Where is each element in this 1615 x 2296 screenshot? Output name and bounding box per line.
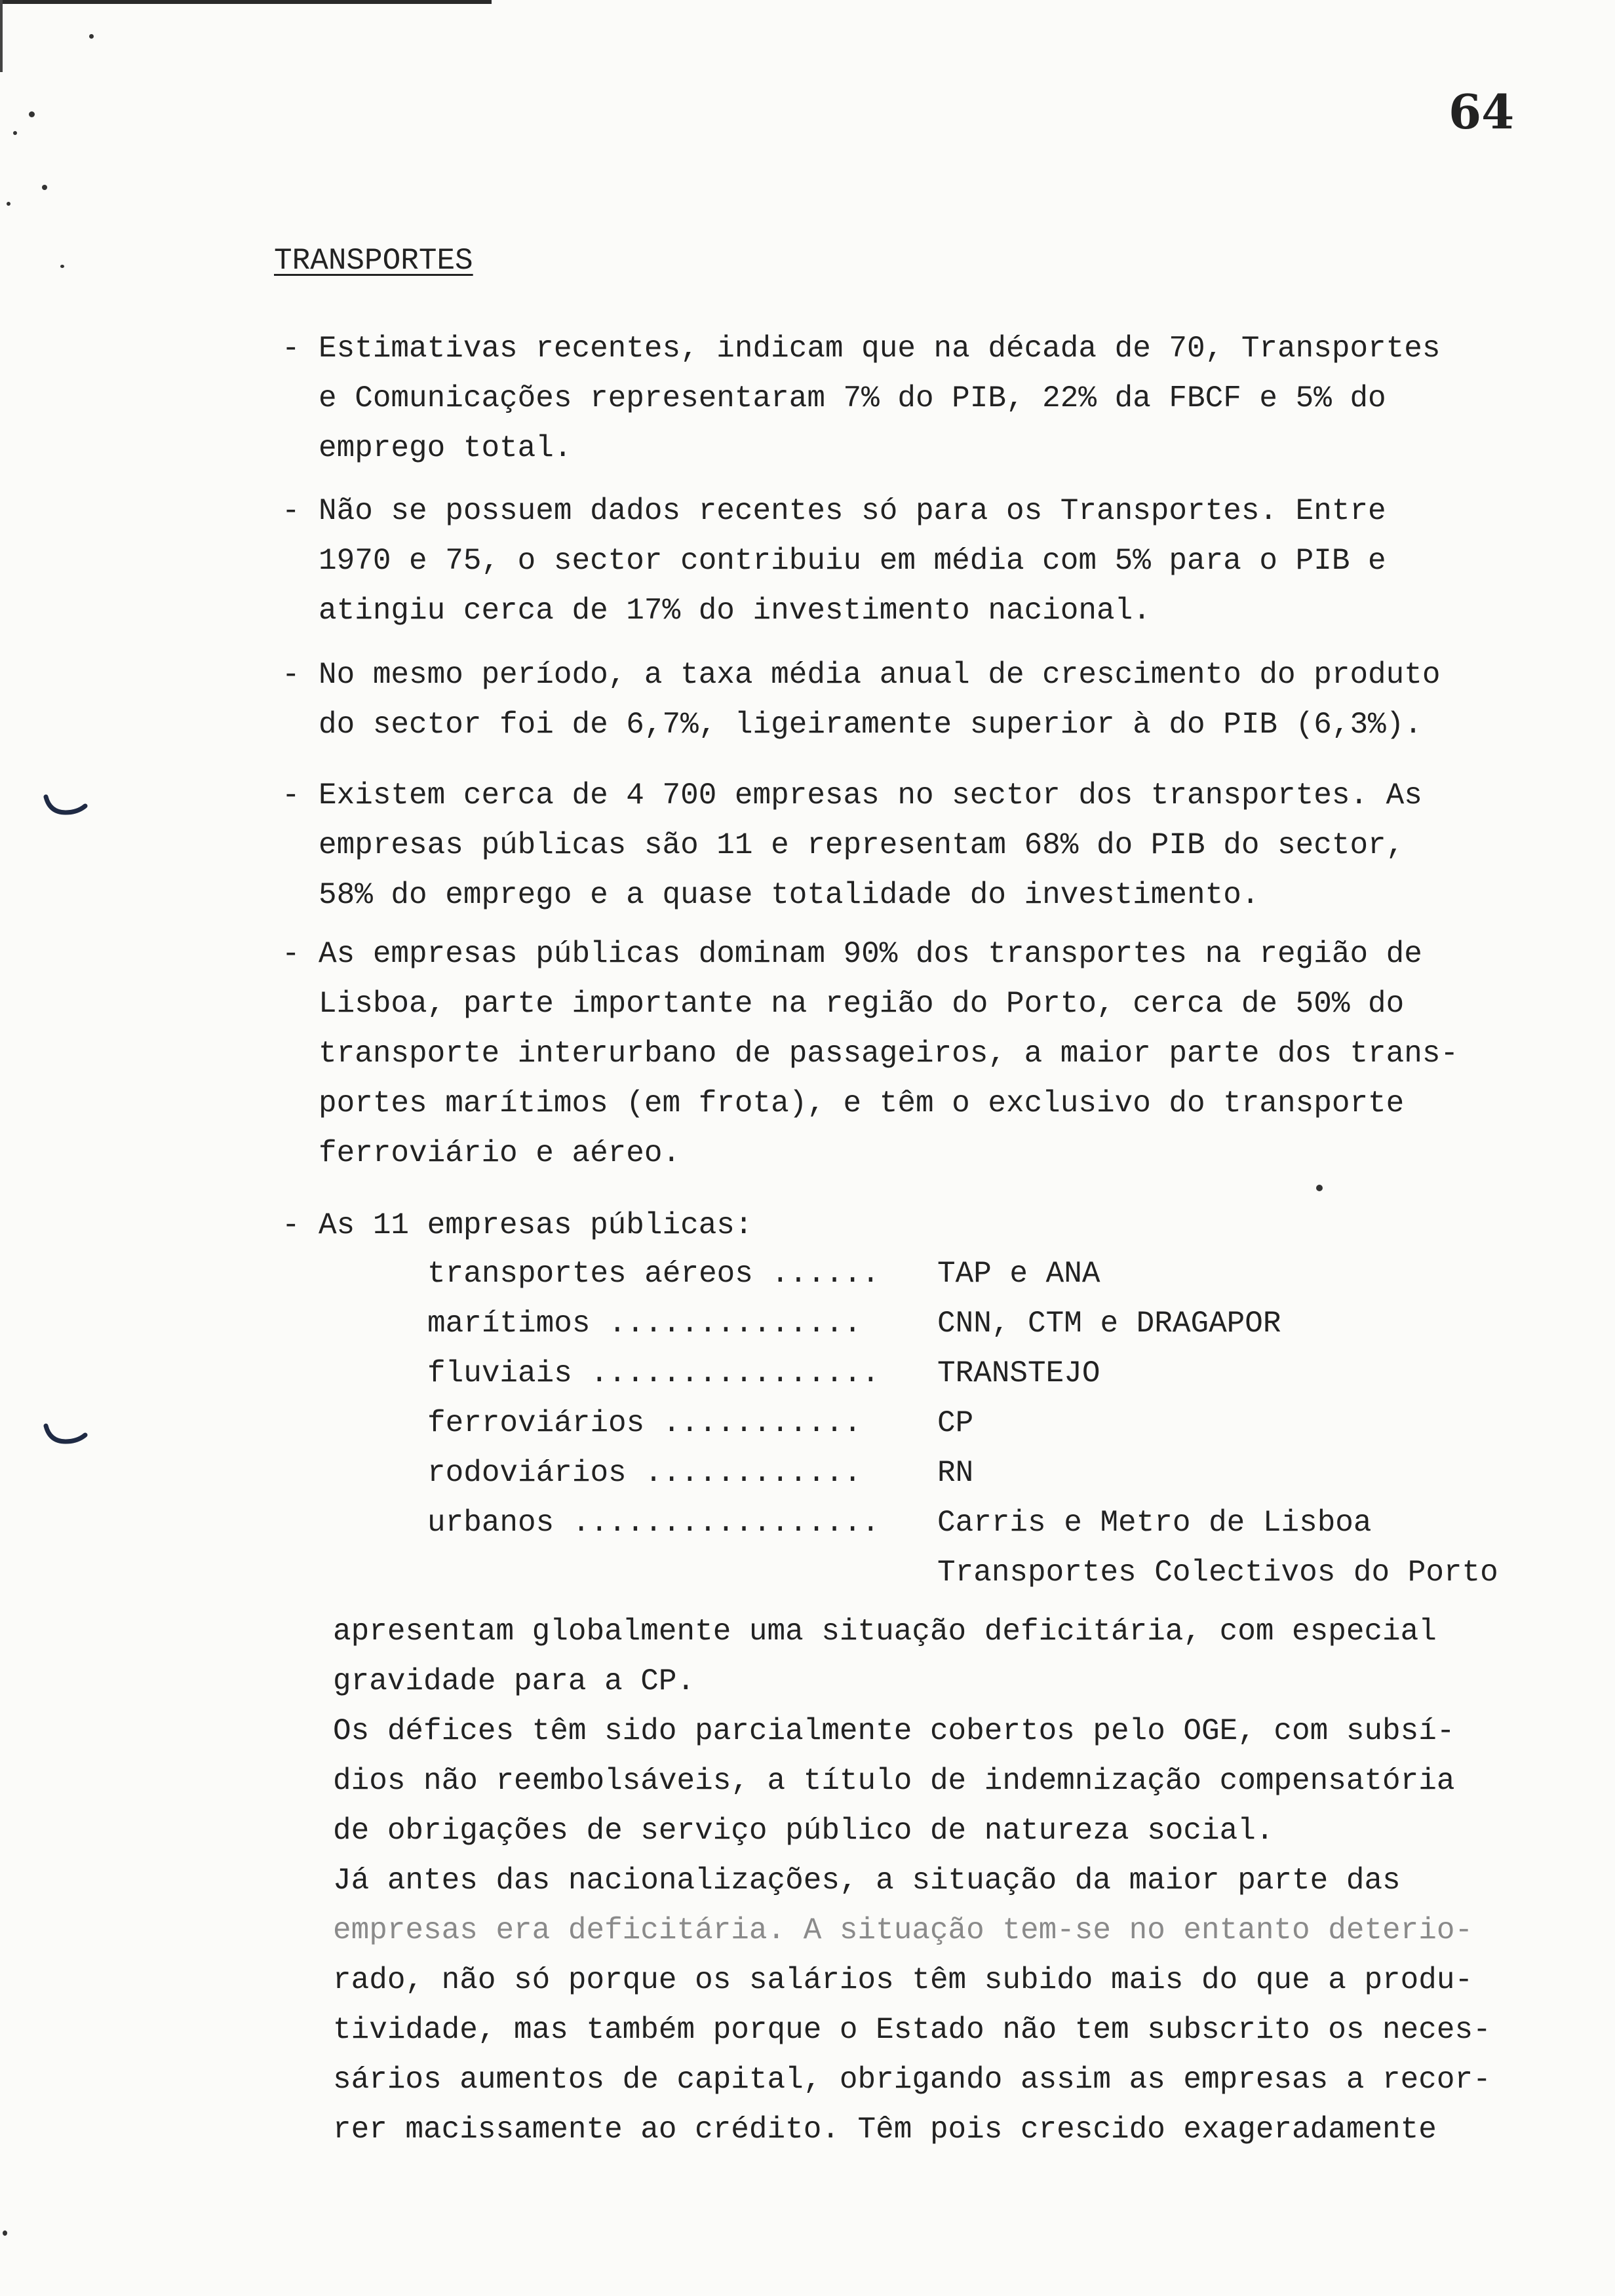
scan-speck [60,265,64,268]
company-names: TRANSTEJO [937,1356,1100,1390]
text-line: dios não reembolsáveis, a título de indemnização compensatória [333,1764,1455,1798]
text-line: empresas era deficitária. A situação tem-se no entanto deterio- [333,1913,1473,1947]
text-line: 58% do emprego e a quase totalidade do investimento. [319,878,1260,912]
body-paragraph [333,1607,1491,2154]
transport-type: marítimos .............. [427,1307,862,1341]
text-line: Os défices têm sido parcialmente cobertos pelo OGE, com subsí- [333,1714,1455,1748]
text-line: Existem cerca de 4 700 empresas no sector dos transportes. As [319,778,1422,813]
text-line: ferroviário e aéreo. [319,1136,681,1170]
bullet-item [282,486,1386,636]
company-row [427,1398,1498,1448]
bullet-item [282,929,1458,1178]
company-names: CP [937,1406,974,1440]
text-line: transporte interurbano de passageiros, a maior parte dos trans- [319,1037,1459,1071]
left-border-line [0,0,3,72]
bullet-dash: - [282,778,300,813]
company-row [427,1299,1498,1349]
text-line: Não se possuem dados recentes só para os Transportes. Entre [319,494,1386,528]
text-line: rer macissamente ao crédito. Têm pois crescido exageradamente [333,2113,1437,2147]
company-names: Carris e Metro de Lisboa [937,1506,1372,1540]
company-row [427,1498,1498,1548]
text-line: sários aumentos de capital, obrigando assim as empresas a recor- [333,2063,1491,2097]
text-line: tividade, mas também porque o Estado não tem subscrito os neces- [333,2013,1491,2047]
bullet-dash: - [282,494,300,528]
punch-hole-mark [43,793,89,819]
bullet-item [282,650,1440,750]
bullet-dash: - [282,332,300,366]
scan-speck [13,131,17,135]
transport-type: urbanos ................. [427,1506,880,1540]
text-line: do sector foi de 6,7%, ligeiramente superior à do PIB (6,3%). [319,708,1422,742]
text-line: Lisboa, parte importante na região do Porto, cerca de 50% do [319,987,1405,1021]
text-line: portes marítimos (em frota), e têm o exclusivo do transporte [319,1086,1405,1120]
transport-type: ferroviários ........... [427,1406,862,1440]
page-number: 64 [1449,84,1515,140]
company-names: Transportes Colectivos do Porto [937,1556,1498,1590]
company-names: TAP e ANA [937,1257,1100,1291]
scan-speck [1316,1185,1323,1191]
text-line: emprego total. [319,431,572,465]
companies-list [427,1249,1498,1598]
text-line: Já antes das nacionalizações, a situação da maior parte das [333,1864,1401,1898]
text-line: No mesmo período, a taxa média anual de crescimento do produto [319,658,1441,692]
company-row [427,1349,1498,1398]
company-row [427,1448,1498,1498]
bullet-item [282,324,1440,473]
text-line: e Comunicações representaram 7% do PIB, 22% da FBCF e 5% do [319,381,1386,415]
bullet-dash: - [282,1208,300,1242]
bullet-dash: - [282,658,300,692]
transport-type: transportes aéreos ...... [427,1257,880,1291]
section-heading: TRANSPORTES [274,244,473,278]
text-line: As empresas públicas dominam 90% dos transportes na região de [319,937,1422,971]
bullet-item [282,1200,753,1250]
bullet-item [282,771,1422,920]
company-names: RN [937,1456,974,1490]
text-line: rado, não só porque os salários têm subido mais do que a produ- [333,1963,1473,1997]
transport-type: fluviais ................ [427,1356,880,1390]
top-border-line [0,0,492,4]
company-row [427,1249,1498,1299]
scan-speck [89,34,94,39]
text-line: atingiu cerca de 17% do investimento nacional. [319,594,1151,628]
scan-speck [7,202,10,206]
scan-speck [3,2230,7,2236]
text-line: gravidade para a CP. [333,1664,695,1698]
scan-speck [42,185,47,190]
text-line: As 11 empresas públicas: [319,1208,753,1242]
punch-hole-mark [43,1422,89,1448]
scan-speck [29,111,35,117]
text-line: Estimativas recentes, indicam que na década de 70, Transportes [319,332,1441,366]
transport-type: rodoviários ............ [427,1456,862,1490]
text-line: 1970 e 75, o sector contribuiu em média com 5% para o PIB e [319,544,1386,578]
bullet-dash: - [282,937,300,971]
text-line: de obrigações de serviço público de natureza social. [333,1814,1274,1848]
text-line: empresas públicas são 11 e representam 68% do PIB do sector, [319,828,1405,862]
text-line: apresentam globalmente uma situação deficitária, com especial [333,1615,1437,1649]
company-row-continuation [427,1548,1498,1598]
company-names: CNN, CTM e DRAGAPOR [937,1307,1281,1341]
